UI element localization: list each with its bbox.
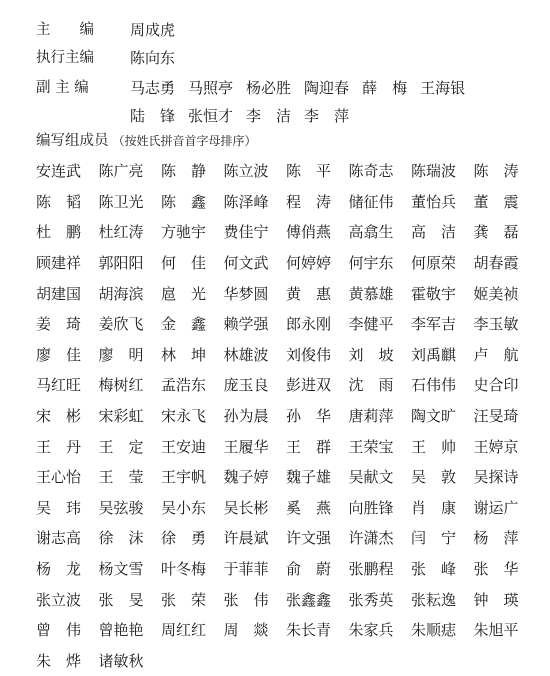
member-name: 钟 瑛 [474, 590, 537, 610]
member-name: 王 丹 [36, 437, 99, 457]
member-name: 傅俏燕 [286, 222, 349, 242]
member-name: 赖学强 [224, 314, 287, 334]
member-name: 汪旻琦 [474, 406, 537, 426]
member-name: 宋永飞 [161, 406, 224, 426]
member-name: 程 涛 [286, 192, 349, 212]
member-name: 张秀英 [349, 590, 412, 610]
member-name: 杜红涛 [99, 222, 162, 242]
editor-row [0, 76, 550, 100]
member-name: 吴小东 [161, 498, 224, 518]
member-name: 董 震 [474, 192, 537, 212]
member-name: 张鑫鑫 [286, 590, 349, 610]
member-name: 顾建祥 [36, 253, 99, 273]
member-name: 马红旺 [36, 375, 99, 395]
member-name: 何原荣 [411, 253, 474, 273]
member-name: 林 坤 [161, 345, 224, 365]
member-name: 王婷京 [474, 437, 537, 457]
editor-name: 张恒才 [188, 104, 233, 128]
member-name: 张 华 [474, 559, 537, 579]
member-name: 孙为晨 [224, 406, 287, 426]
member-name: 何文武 [224, 253, 287, 273]
member-name: 杨 龙 [36, 559, 99, 579]
member-name: 姬美祯 [474, 284, 537, 304]
members-row [36, 187, 536, 218]
member-name: 张 伟 [224, 590, 287, 610]
member-name: 刘俊伟 [286, 345, 349, 365]
members-row [36, 615, 536, 646]
editor-row [0, 104, 550, 128]
members-row [36, 584, 536, 615]
editor-name: 李 洁 [246, 104, 291, 128]
member-name: 谢志高 [36, 528, 99, 548]
editor-name: 马照亭 [188, 76, 233, 100]
member-name: 李军吉 [411, 314, 474, 334]
member-name: 谢运广 [474, 498, 537, 518]
member-name: 储征伟 [349, 192, 412, 212]
member-name: 杨文雪 [99, 559, 162, 579]
member-name: 陈瑞波 [411, 161, 474, 181]
member-name: 华梦圆 [224, 284, 287, 304]
member-name: 姜欣飞 [99, 314, 162, 334]
editor-names [130, 104, 362, 128]
member-name: 奚 燕 [286, 498, 349, 518]
member-name: 方驰宇 [161, 222, 224, 242]
editor-role-label: 执行主编 [36, 46, 124, 70]
editor-name: 陈向东 [130, 46, 175, 70]
member-name: 张耘逸 [411, 590, 474, 610]
member-name: 刘禹麒 [411, 345, 474, 365]
members-row [36, 370, 536, 401]
member-name: 霍敬宇 [411, 284, 474, 304]
member-name: 张 荣 [161, 590, 224, 610]
member-name: 肖 康 [411, 498, 474, 518]
member-name: 何 佳 [161, 253, 224, 273]
member-name: 许晨斌 [224, 528, 287, 548]
member-name: 胡海滨 [99, 284, 162, 304]
member-name: 石伟伟 [411, 375, 474, 395]
members-row [36, 401, 536, 432]
member-name: 唐莉萍 [349, 406, 412, 426]
member-name: 张立波 [36, 590, 99, 610]
member-name: 庞玉良 [224, 375, 287, 395]
members-row [36, 554, 536, 585]
member-name: 宋彩虹 [99, 406, 162, 426]
member-name: 高翕生 [349, 222, 412, 242]
editor-row [0, 18, 550, 42]
member-name: 刘 坡 [349, 345, 412, 365]
member-name: 金 鑫 [161, 314, 224, 334]
member-name: 陈 平 [286, 161, 349, 181]
editor-name: 马志勇 [130, 76, 175, 100]
member-name: 史合印 [474, 375, 537, 395]
member-name: 梅树红 [99, 375, 162, 395]
member-name: 朱旭平 [474, 620, 537, 640]
member-name: 吴弦骏 [99, 498, 162, 518]
member-name: 陈卫光 [99, 192, 162, 212]
member-name: 董怡兵 [411, 192, 474, 212]
member-name: 宋 彬 [36, 406, 99, 426]
editor-names [130, 46, 188, 70]
members-row [36, 217, 536, 248]
member-name: 徐 沫 [99, 528, 162, 548]
member-name: 朱家兵 [349, 620, 412, 640]
editor-name: 李 萍 [304, 104, 349, 128]
member-name: 廖 明 [99, 345, 162, 365]
member-name: 朱长青 [286, 620, 349, 640]
member-name: 陈奇志 [349, 161, 412, 181]
members-row [36, 493, 536, 524]
member-name: 周红红 [161, 620, 224, 640]
member-name: 黄 惠 [286, 284, 349, 304]
member-name: 徐 勇 [161, 528, 224, 548]
member-name: 陈立波 [224, 161, 287, 181]
editor-row [0, 46, 550, 70]
member-name: 龚 磊 [474, 222, 537, 242]
member-name: 费佳宁 [224, 222, 287, 242]
members-row [36, 431, 536, 462]
member-name: 孟浩东 [161, 375, 224, 395]
member-name: 陈泽峰 [224, 192, 287, 212]
editor-names [130, 76, 478, 100]
member-name: 廖 佳 [36, 345, 99, 365]
member-name: 张鹏程 [349, 559, 412, 579]
editor-name: 陶迎春 [304, 76, 349, 100]
member-name: 黄慕雄 [349, 284, 412, 304]
member-name: 叶冬梅 [161, 559, 224, 579]
member-name: 安连武 [36, 161, 99, 181]
member-name: 胡建国 [36, 284, 99, 304]
member-name: 吴 敦 [411, 467, 474, 487]
member-name: 彭进双 [286, 375, 349, 395]
member-name: 吴献文 [349, 467, 412, 487]
member-name: 魏子婷 [224, 467, 287, 487]
member-name: 林雄波 [224, 345, 287, 365]
editor-names [130, 18, 188, 42]
members-row [36, 340, 536, 371]
member-name: 王 群 [286, 437, 349, 457]
member-name: 姜 琦 [36, 314, 99, 334]
editor-name: 薛 梅 [362, 76, 407, 100]
member-name: 高 洁 [411, 222, 474, 242]
member-name: 杜 鹏 [36, 222, 99, 242]
member-name: 郎永刚 [286, 314, 349, 334]
member-name: 郭阳阳 [99, 253, 162, 273]
members-row [36, 309, 536, 340]
member-name: 闫 宁 [411, 528, 474, 548]
members-grid [36, 156, 536, 676]
member-name: 周 燚 [224, 620, 287, 640]
member-name: 俞 蔚 [286, 559, 349, 579]
member-name: 张 旻 [99, 590, 162, 610]
member-name: 王安迪 [161, 437, 224, 457]
member-name: 张 峰 [411, 559, 474, 579]
member-name: 许潇杰 [349, 528, 412, 548]
member-name: 王 莹 [99, 467, 162, 487]
member-name: 李玉敏 [474, 314, 537, 334]
members-row [36, 156, 536, 187]
members-row [36, 462, 536, 493]
member-name: 朱顺痣 [411, 620, 474, 640]
member-name: 陈广亮 [99, 161, 162, 181]
member-name: 胡春霞 [474, 253, 537, 273]
member-name: 王 帅 [411, 437, 474, 457]
member-name: 何婷婷 [286, 253, 349, 273]
member-name: 王宇帆 [161, 467, 224, 487]
members-row [36, 248, 536, 279]
editor-name: 杨必胜 [246, 76, 291, 100]
member-name: 王心怡 [36, 467, 99, 487]
member-name: 何宇东 [349, 253, 412, 273]
member-name: 于菲菲 [224, 559, 287, 579]
member-name: 吴探诗 [474, 467, 537, 487]
member-name: 陶文旷 [411, 406, 474, 426]
member-name: 曾艳艳 [99, 620, 162, 640]
member-name: 曾 伟 [36, 620, 99, 640]
members-section-note: （按姓氏拼音首字母排序） [113, 134, 257, 148]
member-name: 沈 雨 [349, 375, 412, 395]
member-name: 李健平 [349, 314, 412, 334]
members-row [36, 278, 536, 309]
member-name: 吴 玮 [36, 498, 99, 518]
members-section-title: 编写组成员 [36, 133, 109, 149]
member-name: 陈 鑫 [161, 192, 224, 212]
member-name: 陈 涛 [474, 161, 537, 181]
member-name: 魏子雄 [286, 467, 349, 487]
member-name: 吴长彬 [224, 498, 287, 518]
member-name: 王荣宝 [349, 437, 412, 457]
members-row [36, 523, 536, 554]
member-name: 朱 烨 [36, 651, 99, 671]
members-row [36, 646, 536, 676]
member-name: 王履华 [224, 437, 287, 457]
editor-role-label: 主 编 [36, 18, 124, 42]
editor-role-label: 副 主 编 [36, 76, 124, 100]
member-name: 孙 华 [286, 406, 349, 426]
member-name: 陈 韬 [36, 192, 99, 212]
member-name: 向胜锋 [349, 498, 412, 518]
member-name: 卢 航 [474, 345, 537, 365]
member-name: 陈 静 [161, 161, 224, 181]
member-name: 扈 光 [161, 284, 224, 304]
editor-name: 陆 锋 [130, 104, 175, 128]
editor-name: 王海银 [420, 76, 465, 100]
members-section-heading [36, 130, 257, 152]
member-name: 杨 萍 [474, 528, 537, 548]
member-name: 诸敏秋 [99, 651, 162, 671]
member-name: 王 定 [99, 437, 162, 457]
editor-name: 周成虎 [130, 18, 175, 42]
member-name: 许文强 [286, 528, 349, 548]
